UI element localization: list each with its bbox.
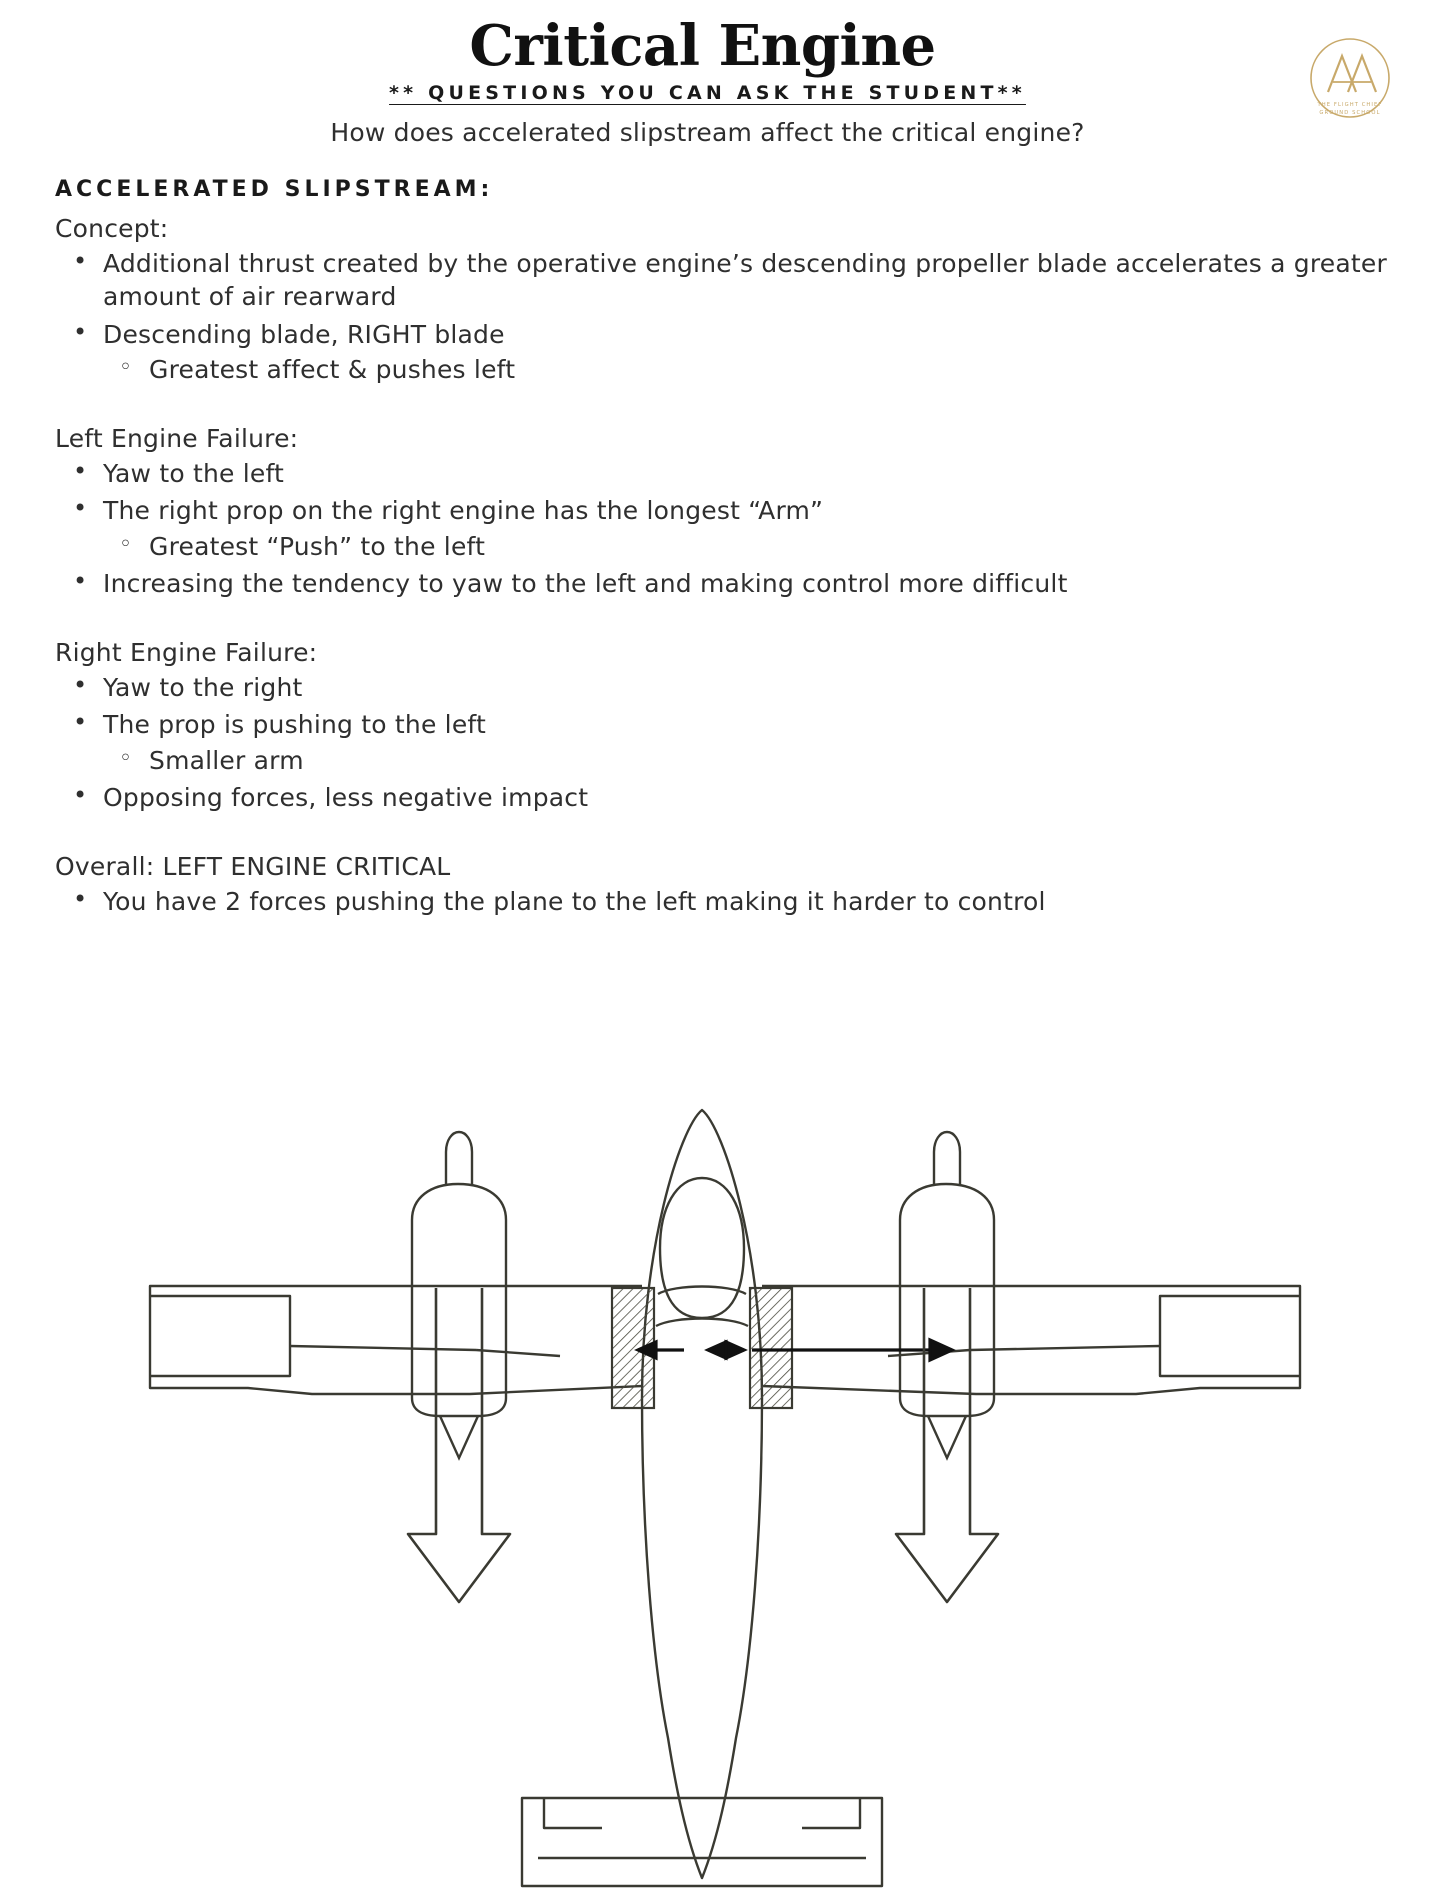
list-item: • Yaw to the right — [55, 671, 1390, 704]
aa-monogram-logo — [1298, 30, 1403, 135]
list-concept — [55, 247, 1390, 386]
spacer — [55, 814, 1390, 840]
list-item: • You have 2 forces pushing the plane to the left making it harder to control — [55, 885, 1390, 918]
sublist — [103, 530, 1390, 563]
list-item-label: The right prop on the right engine has the longest “Arm” — [103, 496, 824, 526]
svg-text:THE FLIGHT CHIEF: THE FLIGHT CHIEF — [1317, 102, 1383, 108]
svg-text:GROUND SCHOOL: GROUND SCHOOL — [1319, 110, 1381, 116]
block-lead-left-engine-failure: Left Engine Failure: — [55, 424, 299, 453]
page-subtitle-text: ** QUESTIONS YOU CAN ASK THE STUDENT** — [389, 82, 1026, 104]
list-overall — [55, 885, 1390, 918]
list-item — [55, 318, 1390, 387]
sublist-item: ◦ Greatest “Push” to the left — [103, 530, 1390, 563]
list-item-label: The prop is pushing to the left — [103, 710, 486, 740]
page-title: Critical Engine — [469, 13, 936, 79]
list-item: • Additional thrust created by the operative engine’s descending propeller blade accelerates a greater amount of air rearward — [55, 247, 1390, 314]
lead-question: How does accelerated slipstream affect the critical engine? — [330, 118, 1085, 147]
list-item — [55, 708, 1390, 777]
twin-engine-aircraft-top-view-slipstream-diagram — [140, 1098, 1305, 1888]
sublist — [103, 744, 1390, 777]
page-subtitle — [55, 82, 1390, 104]
list-item: • Yaw to the left — [55, 457, 1390, 490]
block-lead-overall: Overall: LEFT ENGINE CRITICAL — [55, 852, 451, 881]
section-heading: ACCELERATED SLIPSTREAM: — [55, 177, 494, 202]
sublist-item: ◦ Smaller arm — [103, 744, 1390, 777]
list-left-engine-failure — [55, 457, 1390, 600]
list-item: • Increasing the tendency to yaw to the left and making control more difficult — [55, 567, 1390, 600]
spacer — [55, 386, 1390, 412]
block-lead-right-engine-failure: Right Engine Failure: — [55, 638, 318, 667]
block-lead-concept: Concept: — [55, 214, 169, 243]
spacer — [55, 600, 1390, 626]
sublist-item: ◦ Greatest affect & pushes left — [103, 353, 1390, 386]
document-page — [0, 13, 1445, 1889]
list-right-engine-failure — [55, 671, 1390, 814]
list-item — [55, 494, 1390, 563]
list-item: • Opposing forces, less negative impact — [55, 781, 1390, 814]
list-item-label: Descending blade, RIGHT blade — [103, 319, 505, 349]
sublist — [103, 353, 1390, 386]
